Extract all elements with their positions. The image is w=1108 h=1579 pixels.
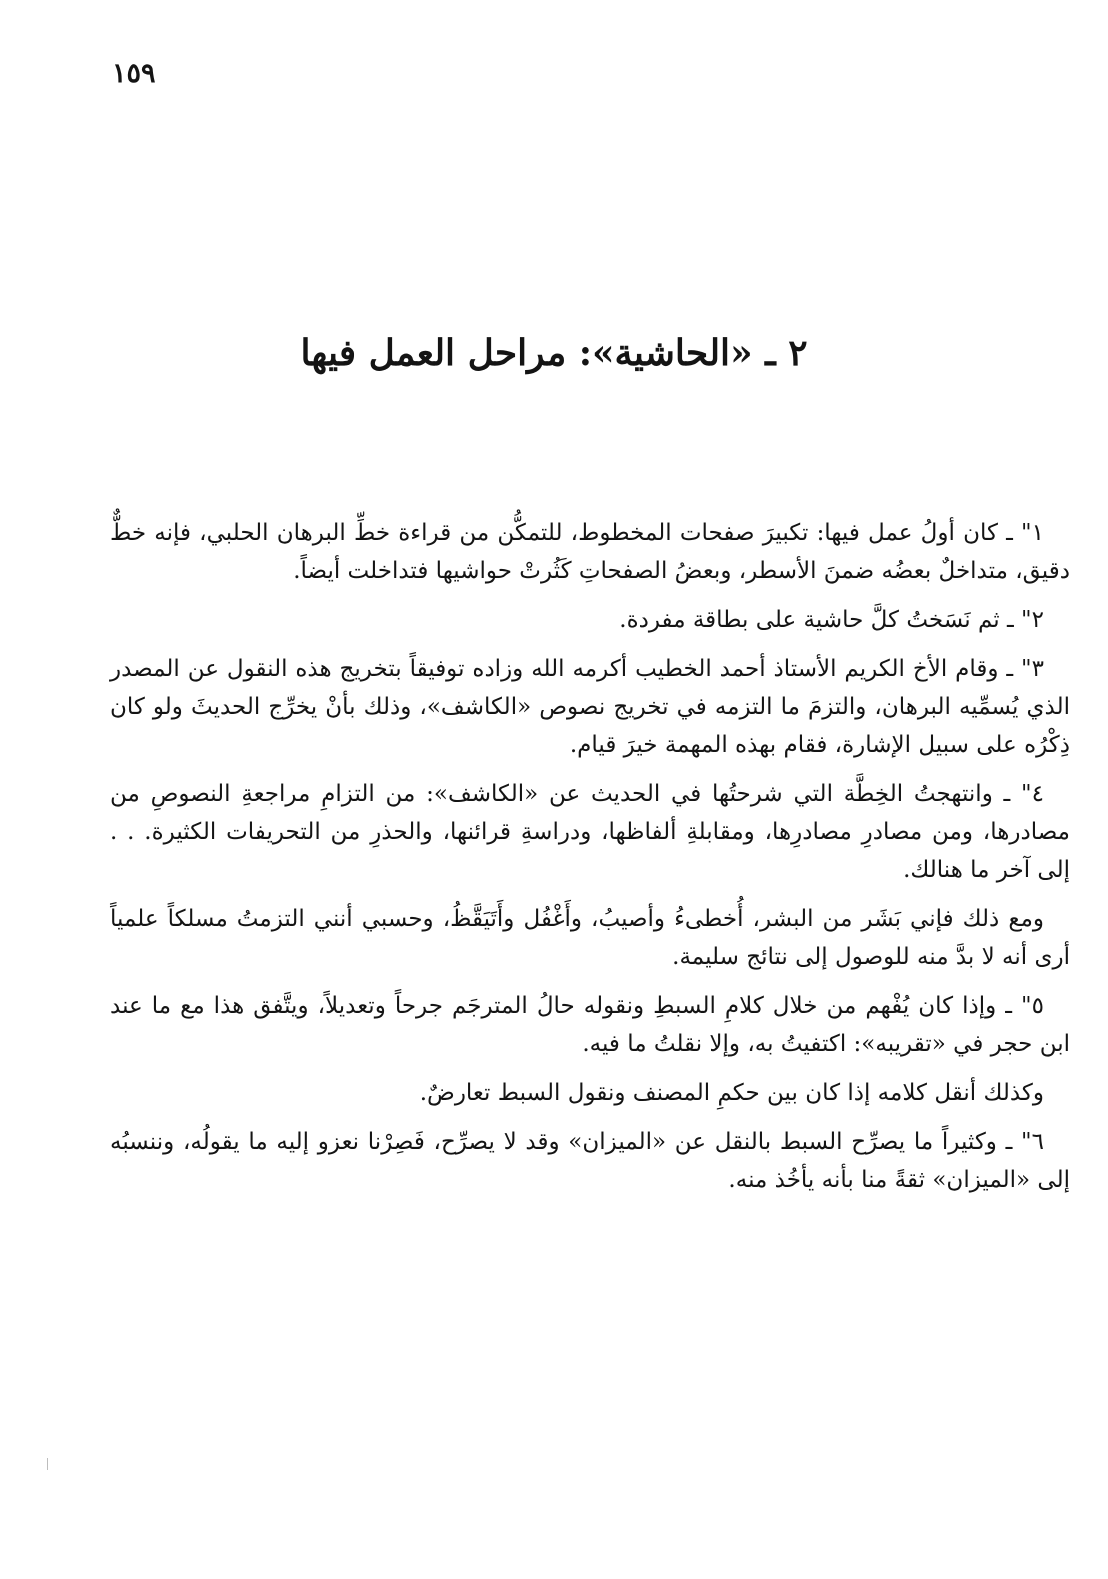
body-text (110, 514, 1070, 1199)
paragraph-4: ٤" ـ وانتهجتُ الخِطَّة التي شرحتُها في الحديث عن «الكاشف»: من التزامِ مراجعةِ النصوصِ من مصادرها، ومن مصادرِ مصادرِها، ومقابلةِ ألفاظها، ودراسةِ قرائنها، والحذرِ من التحريفات الكثيرة. . . إلى آخر ما هنالك. (110, 781, 1070, 883)
paragraph-6: ٦" ـ وكثيراً ما يصرِّح السبط بالنقل عن «الميزان» وقد لا يصرِّح، فَصِرْنا نعزو إليه ما يقولُه، وننسبُه إلى «الميزان» ثقةً منا بأنه يأخُذ منه. (110, 1129, 1070, 1193)
paragraph-3: ٣" ـ وقام الأخ الكريم الأستاذ أحمد الخطيب أكرمه الله وزاده توفيقاً بتخريج هذه النقول عن المصدر الذي يُسمِّيه البرهان، والتزمَ ما التزمه في تخريج نصوص «الكاشف»، وذلك بأنْ يخرِّج الحديثَ ولو كان ذِكْرُه على سبيل الإشارة، فقام بهذه المهمة خيرَ قيام. (110, 656, 1070, 758)
chapter-title: ٢ ـ «الحاشية»: مراحل العمل فيها (300, 332, 808, 374)
paragraph-5-continued: وكذلك أنقل كلامه إذا كان بين حكمِ المصنف ونقول السبط تعارضٌ. (419, 1080, 1044, 1106)
paragraph-4-continued: ومع ذلك فإني بَشَر من البشر، أُخطىءُ وأصيبُ، وأَغْفُل وأَتَيَقَّظُ، وحسبي أنني التزمتُ مسلكاً علمياً أرى أنه لا بدَّ منه للوصول إلى نتائج سليمة. (110, 906, 1070, 970)
paragraph-5: ٥" ـ وإذا كان يُفْهم من خلال كلامِ السبطِ ونقوله حالُ المترجَم جرحاً وتعديلاً، ويتَّفق هذا مع ما عند ابن حجر في «تقريبه»: اكتفيتُ به، وإلا نقلتُ ما فيه. (110, 993, 1070, 1057)
paragraph-1: ١" ـ كان أولُ عمل فيها: تكبيرَ صفحات المخطوط، للتمكُّن من قراءة خطِّ البرهان الحلبي، فإنه خطٌّ دقيق، متداخلٌ بعضُه ضمنَ الأسطر، وبعضُ الصفحاتِ كَثُرتْ حواشيها فتداخلت أيضاً. (110, 520, 1070, 584)
scan-margin-mark (47, 1458, 48, 1470)
page-number: ١٥٩ (112, 58, 156, 89)
paragraph-2: ٢" ـ ثم نَسَختُ كلَّ حاشية على بطاقة مفردة. (619, 607, 1044, 633)
